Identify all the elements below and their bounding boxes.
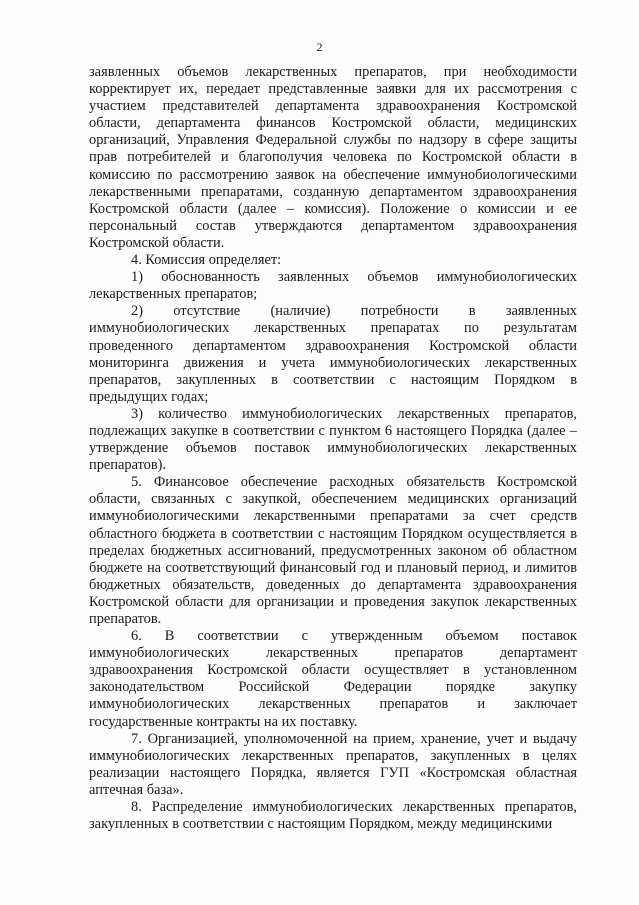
- paragraph-item-7: 7. Организацией, уполномоченной на прием, хранение, учет и выдачу иммунобиологических лекарственных препаратов, закупленных в целях реализации настоящего Порядка, является ГУП «Костромская областная аптечная база».: [89, 730, 577, 798]
- paragraph-item-8: 8. Распределение иммунобиологических лекарственных препаратов, закупленных в соответствии с настоящим Порядком, между медицинскими: [89, 799, 577, 833]
- paragraph-item-4-2: 2) отсутствие (наличие) потребности в заявленных иммунобиологических лекарственных препаратах по результатам проведенного департаментом здравоохранения Костромской области мониторинга движения и учета иммунобиологических лекарственных препаратов, закупленных в соответствии с настоящим Порядком в предыдущих годах;: [89, 303, 577, 405]
- paragraph-item-4-3: 3) количество иммунобиологических лекарственных препаратов, подлежащих закупке в соответствии с пунктом 6 настоящего Порядка (далее – утверждение объемов поставок иммунобиологических лекарственных препаратов).: [89, 405, 577, 474]
- paragraph-item-4-1: 1) обоснованность заявленных объемов иммунобиологических лекарственных препаратов;: [89, 269, 577, 303]
- page-number: 2: [316, 40, 323, 54]
- document-body: [89, 64, 577, 833]
- paragraph-item-6: 6. В соответствии с утвержденным объемом поставок иммунобиологических лекарственных препаратов департамент здравоохранения Костромской области осуществляет в установленном законодательством Российской Федерации порядке закупку иммунобиологических лекарственных препаратов и заключает государственные контракты на их поставку.: [89, 628, 577, 730]
- paragraph-continuation: заявленных объемов лекарственных препаратов, при необходимости корректирует их, передает представленные заявки для их рассмотрения с участием представителей департамента здравоохранения Костромской области, департамента финансов Костромской области, медицинских организаций, Управления Федеральной службы по надзору в сфере защиты прав потребителей и благополучия человека по Костромской области в комиссию по рассмотрению заявок на обеспечение иммунобиологическими лекарственными препаратами, созданную департаментом здравоохранения Костромской области (далее – комиссия). Положение о комиссии и ее персональный состав утверждаются департаментом здравоохранения Костромской области.: [89, 64, 577, 251]
- paragraph-item-4: 4. Комиссия определяет:: [131, 252, 282, 269]
- paragraph-item-5: 5. Финансовое обеспечение расходных обязательств Костромской области, связанных с закупкой, обеспечением медицинских организаций иммунобиологическими лекарственными препаратами за счет средств областного бюджета в соответствии с настоящим Порядком осуществляется в пределах бюджетных ассигнований, предусмотренных законом об областном бюджете на соответствующий финансовый год и плановый период, и лимитов бюджетных обязательств, доведенных до департамента здравоохранения Костромской области для организации и проведения закупок лекарственных препаратов.: [89, 474, 577, 627]
